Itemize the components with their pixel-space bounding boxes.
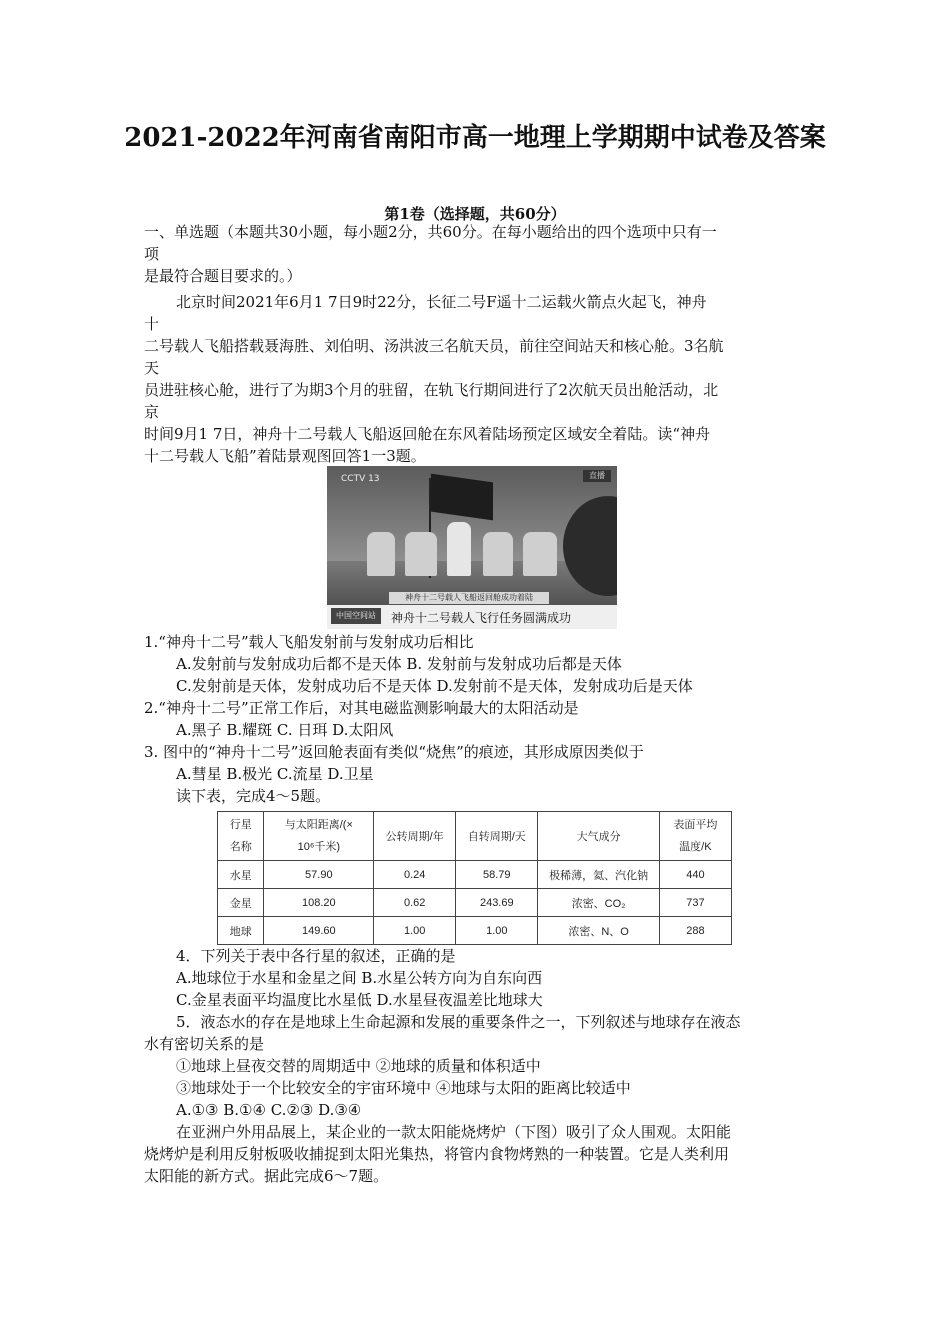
passage-line: 在亚洲户外用品展上，某企业的一款太阳能烧烤炉（下图）吸引了众人围观。太阳能 xyxy=(176,1123,732,1141)
landing-photo xyxy=(327,466,617,629)
table-row: 地球 149.60 1.00 1.00 浓密、N、O 288 xyxy=(218,917,732,945)
instruction-line: 是最符合题目要求的。） xyxy=(144,267,302,285)
question-3-stem: 3. 图中的“神舟十二号”返回舱表面有类似“烧焦”的痕迹，其形成原因类似于 xyxy=(144,743,644,761)
passage-line: 时间9月1 7日，神舟十二号载人飞船返回舱在东风着陆场预定区域安全着陆。读“神舟 xyxy=(144,425,711,443)
question-2-stem: 2.“神舟十二号”正常工作后，对其电磁监测影响最大的太阳活动是 xyxy=(144,699,579,717)
question-4-options: A.地球位于水星和金星之间 B.水星公转方向为自东向西 xyxy=(176,969,543,987)
table-header: 表面平均 温度/K xyxy=(659,812,731,861)
table-intro: 读下表，完成4～5题。 xyxy=(176,787,331,805)
passage-line: 烧烤炉是利用反射板吸收捕捉到太阳光集热，将管内食物烤熟的一种装置。它是人类利用 xyxy=(144,1145,730,1163)
table-header: 与太阳距离/(× 10⁶千米) xyxy=(264,812,374,861)
question-5-options: A.①③ B.①④ C.②③ D.③④ xyxy=(176,1101,362,1119)
question-5-stem: 水有密切关系的是 xyxy=(144,1035,265,1053)
question-1-options: C.发射前是天体，发射成功后不是天体 D.发射前不是天体，发射成功后是天体 xyxy=(176,677,693,695)
planet-table xyxy=(217,811,732,945)
question-2-options: A.黑子 B.耀斑 C. 日珥 D.太阳风 xyxy=(176,721,394,739)
question-1-stem: 1.“神舟十二号”载人飞船发射前与发射成功后相比 xyxy=(144,633,474,651)
passage-line: 十 xyxy=(144,315,160,333)
question-5-choices: ③地球处于一个比较安全的宇宙环境中 ④地球与太阳的距离比较适中 xyxy=(176,1079,631,1097)
question-5-stem: 5．液态水的存在是地球上生命起源和发展的重要条件之一，下列叙述与地球存在液态 xyxy=(176,1013,741,1031)
question-4-options: C.金星表面平均温度比水星低 D.水星昼夜温差比地球大 xyxy=(176,991,543,1009)
photo-subcaption: 神舟十二号载人飞船返回舱成功着陆 xyxy=(389,592,549,604)
table-row: 水星 57.90 0.24 58.79 极稀薄，氦、汽化钠 440 xyxy=(218,861,732,889)
table-header: 行星 名称 xyxy=(218,812,264,861)
photo-caption: 神舟十二号载人飞行任务圆满成功 xyxy=(391,611,572,625)
live-badge: 直播 xyxy=(583,470,611,482)
table-header: 大气成分 xyxy=(538,812,659,861)
passage-line: 员进驻核心舱，进行了为期3个月的驻留，在轨飞行期间进行了2次航天员出舱活动，北 xyxy=(144,381,719,399)
question-1-options: A.发射前与发射成功后都不是天体 B. 发射前与发射成功后都是天体 xyxy=(176,655,622,673)
channel-badge: 中国空间站 xyxy=(331,608,381,624)
passage-line: 二号载人飞船搭载聂海胜、刘伯明、汤洪波三名航天员，前往空间站天和核心舱。3名航 xyxy=(144,337,724,355)
question-3-options: A.彗星 B.极光 C.流星 D.卫星 xyxy=(176,765,374,783)
passage-line: 十二号载人飞船”着陆景观图回答1一3题。 xyxy=(144,447,426,465)
instruction-line: 一、单选题（本题共30小题，每小题2分，共60分。在每小题给出的四个选项中只有一 xyxy=(144,223,717,241)
question-5-choices: ①地球上昼夜交替的周期适中 ②地球的质量和体积适中 xyxy=(176,1057,541,1075)
table-header: 自转周期/天 xyxy=(456,812,538,861)
page-title: 2021-2022年河南省南阳市高一地理上学期期中试卷及答案 xyxy=(124,123,826,153)
passage-line: 京 xyxy=(144,403,160,421)
section-heading: 第1卷（选择题，共60分） xyxy=(384,205,566,223)
table-row: 金星 108.20 0.62 243.69 浓密、CO₂ 737 xyxy=(218,889,732,917)
tv-logo: CCTV 13 xyxy=(341,474,380,484)
question-4-stem: 4．下列关于表中各行星的叙述，正确的是 xyxy=(176,947,456,965)
passage-line: 北京时间2021年6月1 7日9时22分，长征二号F遥十二运载火箭点火起飞，神舟 xyxy=(176,293,707,311)
passage-line: 太阳能的新方式。据此完成6～7题。 xyxy=(144,1167,389,1185)
instruction-line: 项 xyxy=(144,245,160,263)
passage-line: 天 xyxy=(144,359,160,377)
table-header: 公转周期/年 xyxy=(374,812,456,861)
